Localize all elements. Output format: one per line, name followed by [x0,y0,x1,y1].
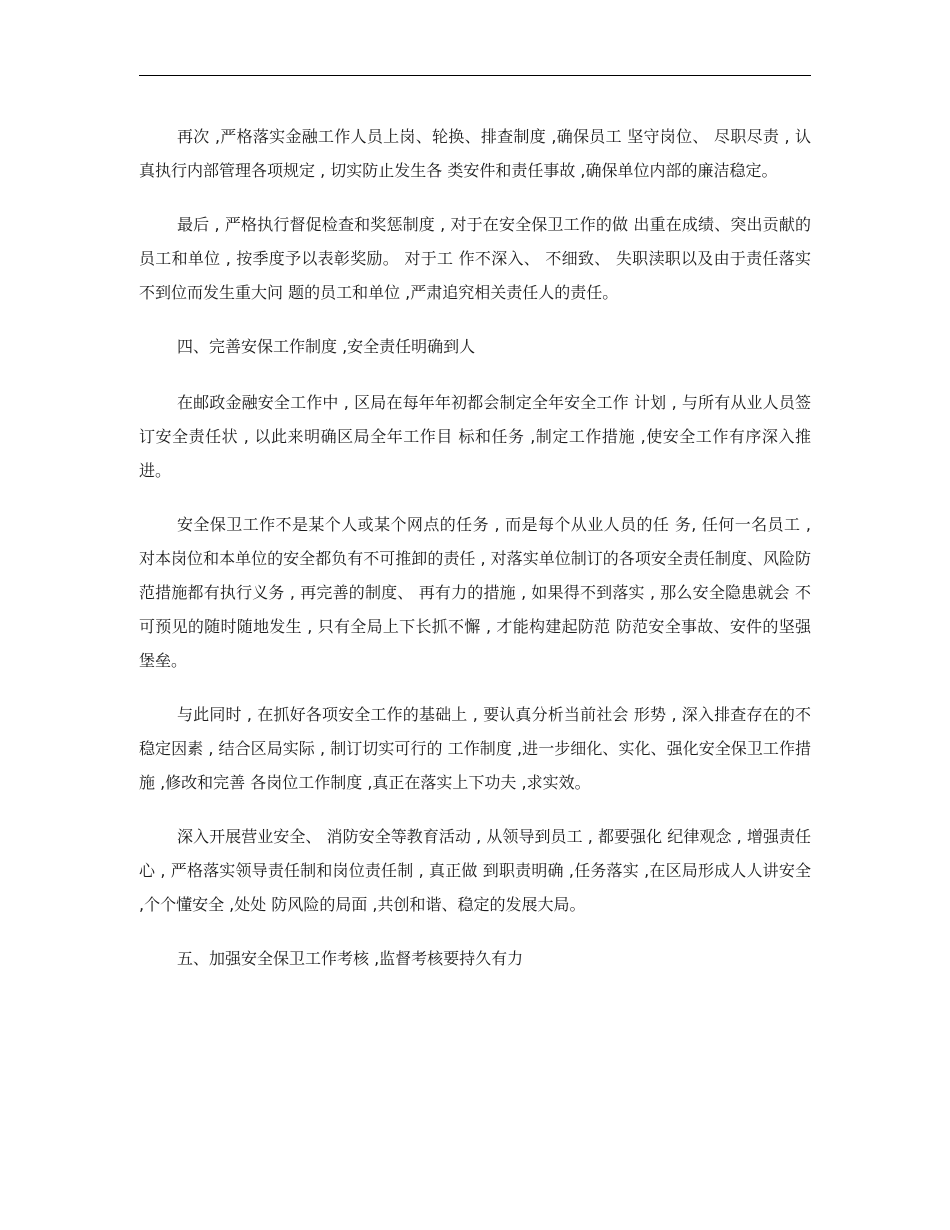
paragraph-annual-plan: 在邮政金融安全工作中 , 区局在每年年初都会制定全年安全工作 计划 , 与所有从业人员签订安全责任状 , 以此来明确区局全年工作目 标和任务 ,制定工作措施 ,使安全工作有序深入推进。 [139,393,811,480]
section-heading-5: 五、加强安全保卫工作考核 ,监督考核要持久有力 [177,949,524,968]
paragraph-risk-analysis: 与此同时 , 在抓好各项安全工作的基础上 , 要认真分析当前社会 形势 , 深入排查存在的不稳定因素 , 结合区局实际 , 制订切实可行的 工作制度 ,进一步细化、实化、强化安全保卫工作措施 ,修改和完善 各岗位工作制度 ,真正在落实上下功夫 ,求实效。 [139,705,811,792]
paragraph-staff-rotation: 再次 ,严格落实金融工作人员上岗、轮换、排查制度 ,确保员工 坚守岗位、 尽职尽责 , 认真执行内部管理各项规定 , 切实防止发生各 类安件和责任事故 ,确保单位内部的廉洁稳定。 [139,127,811,180]
header-rule [139,75,811,76]
paragraph-responsibility: 安全保卫工作不是某个人或某个网点的任务 , 而是每个从业人员的任 务, 任何一名员工 , 对本岗位和本单位的安全都负有不可推卸的责任 , 对落实单位制订的各项安全责任制度、风险防范措施都有执行义务 , 再完善的制度、 再有力的措施 , 如果得不到落实 , 那么安全隐患就会 不可预见的随时随地发生 , 只有全局上下长抓不懈 , 才能构建起防范 防范安全事故、安件的坚强堡垒。 [139,515,811,670]
section-heading-4: 四、完善安保工作制度 ,安全责任明确到人 [177,337,476,356]
document-body [139,120,811,998]
paragraph-inspection-rewards: 最后 , 严格执行督促检查和奖惩制度 , 对于在安全保卫工作的做 出重在成绩、突出贡献的员工和单位 , 按季度予以表彰奖励。 对于工 作不深入、 不细致、 失职渎职以及由于责任落实不到位而发生重大问 题的员工和单位 ,严肃追究相关责任人的责任。 [139,215,811,302]
paragraph-education: 深入开展营业安全、 消防安全等教育活动 , 从领导到员工 , 都要强化 纪律观念 , 增强责任心 , 严格落实领导责任制和岗位责任制 , 真正做 到职责明确 ,任务落实 ,在区局形成人人讲安全 ,个个懂安全 ,处处 防风险的局面 ,共创和谐、稳定的发展大局。 [139,827,811,914]
